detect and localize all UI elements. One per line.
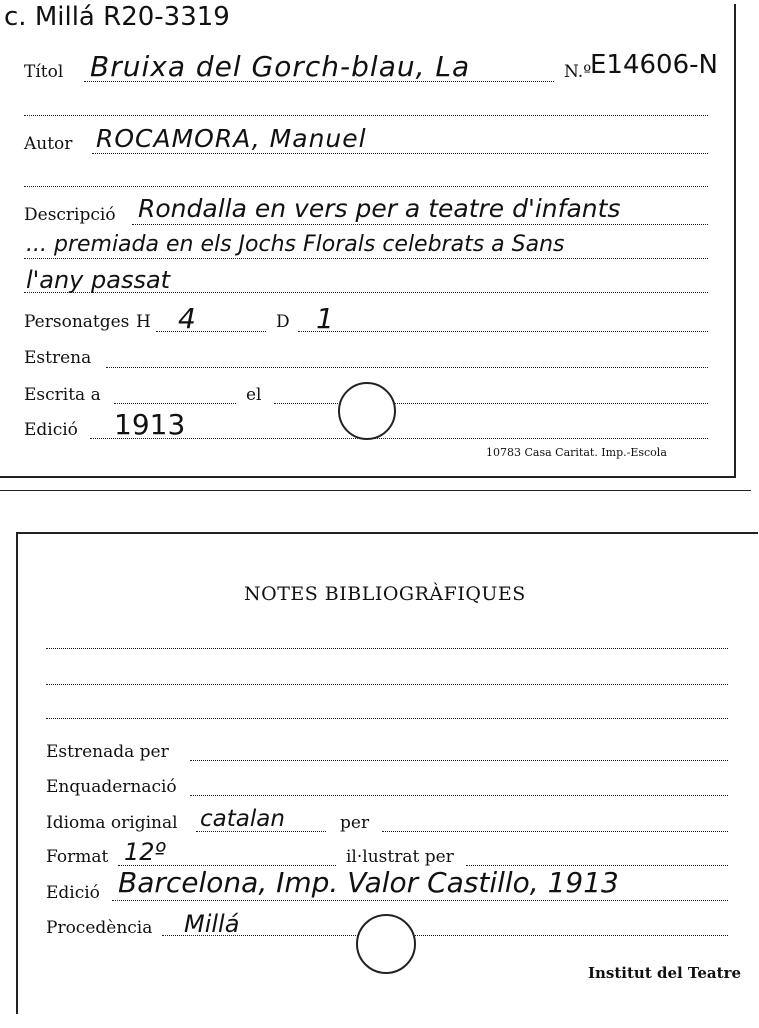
titol-label: Títol bbox=[24, 62, 64, 82]
descripcio-line-3: l'any passat bbox=[26, 266, 171, 294]
edicio2-label: Edició bbox=[46, 883, 100, 903]
d-label: D bbox=[276, 312, 290, 332]
autor-value: ROCAMORA, Manuel bbox=[96, 124, 367, 153]
printer-note: 10783 Casa Caritat. Imp.-Escola bbox=[486, 446, 667, 459]
catalog-annotation: c. Millá R20-3319 bbox=[4, 2, 230, 32]
per-label: per bbox=[340, 813, 370, 833]
institution-footer: Institut del Teatre bbox=[588, 964, 742, 982]
personatges-label: Personatges bbox=[24, 312, 130, 332]
format-label: Format bbox=[46, 847, 109, 867]
h-label: H bbox=[136, 312, 151, 332]
notes-heading: NOTES BIBLIOGRÀFIQUES bbox=[244, 583, 526, 605]
punch-hole bbox=[338, 382, 396, 440]
edicio-label: Edició bbox=[24, 420, 78, 440]
idioma-label: Idioma original bbox=[46, 813, 178, 833]
procedencia-value: Millá bbox=[184, 910, 240, 938]
h-value: 4 bbox=[178, 302, 196, 335]
enquadernacio-label: Enquadernació bbox=[46, 777, 177, 797]
card-divider bbox=[0, 490, 751, 491]
estrena-label: Estrena bbox=[24, 348, 92, 368]
edicio2-value: Barcelona, Imp. Valor Castillo, 1913 bbox=[118, 866, 619, 899]
edicio-value: 1913 bbox=[114, 408, 186, 441]
estrenada-label: Estrenada per bbox=[46, 742, 169, 762]
descripcio-label: Descripció bbox=[24, 205, 116, 225]
titol-value: Bruixa del Gorch-blau, La bbox=[90, 50, 471, 83]
el-label: el bbox=[246, 385, 262, 405]
numero-value: E14606-N bbox=[590, 50, 718, 80]
punch-hole-2 bbox=[356, 914, 416, 974]
numero-label: N.º bbox=[564, 62, 592, 82]
descripcio-line-2: ... premiada en els Jochs Florals celebrats a Sans bbox=[26, 232, 565, 257]
autor-label: Autor bbox=[24, 134, 73, 154]
format-value: 12º bbox=[124, 838, 166, 866]
procedencia-label: Procedència bbox=[46, 918, 153, 938]
descripcio-line-1: Rondalla en vers per a teatre d'infants bbox=[138, 194, 621, 223]
d-value: 1 bbox=[316, 302, 334, 335]
escrita-label: Escrita a bbox=[24, 385, 101, 405]
illustrat-label: il·lustrat per bbox=[346, 847, 454, 867]
idioma-value: catalan bbox=[200, 806, 285, 832]
